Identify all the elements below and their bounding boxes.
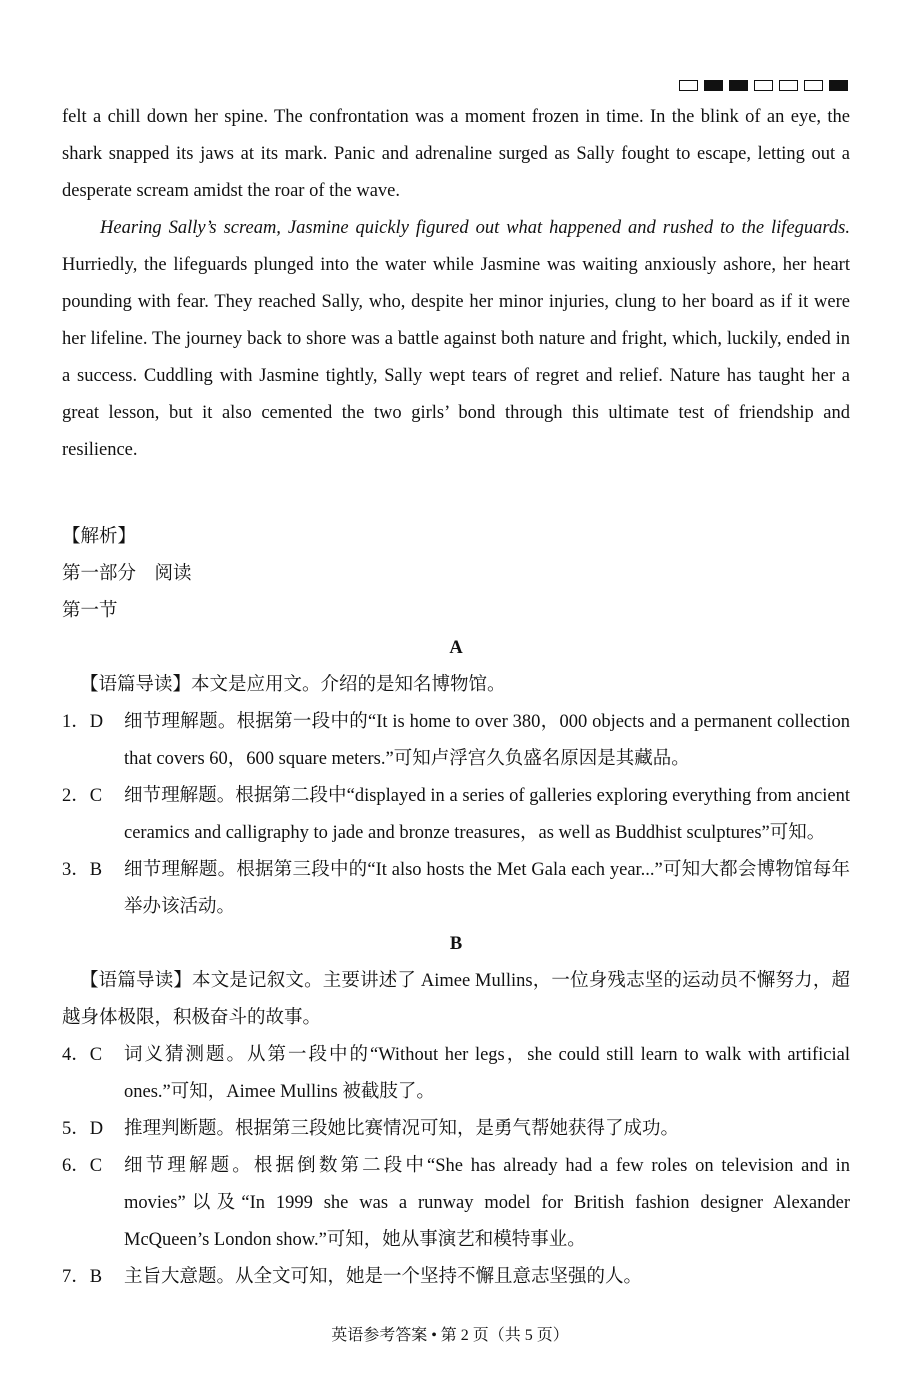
page-mark-6 bbox=[804, 80, 823, 91]
page-mark-4 bbox=[754, 80, 773, 91]
answer-text: 词义猜测题。从第一段中的“Without her legs，she could still learn to walk with artificial ones.”可知，Aimee Mullins 被截肢了。 bbox=[124, 1045, 850, 1102]
answer-text: 细节理解题。根据第一段中的“It is home to over 380，000 objects and a permanent collection that covers 60，600 square meters.”可知卢浮宫久负盛名原因是其藏品。 bbox=[124, 712, 850, 769]
page-footer: 英语参考答案 • 第 2 页（共 5 页） bbox=[331, 1327, 569, 1344]
section-b-label: B bbox=[449, 934, 463, 954]
answer-item bbox=[62, 1111, 850, 1148]
answer-item bbox=[62, 778, 850, 852]
answer-item bbox=[62, 1259, 850, 1296]
answer-text: 推理判断题。根据第三段她比赛情况可知，是勇气帮她获得了成功。 bbox=[124, 1119, 680, 1139]
answer-number: 3．B bbox=[62, 860, 103, 880]
answer-number: 6．C bbox=[62, 1156, 103, 1176]
answer-item bbox=[62, 704, 850, 778]
section-title: 第一节 bbox=[62, 601, 118, 621]
story-paragraph-1: felt a chill down her spine. The confrontation was a moment frozen in time. In the blink of an eye, the shark snapped its jaws at its mark. Panic and adrenaline surged as Sally fought to escape, letting out a desperate scream amidst the roar of the wave. bbox=[62, 107, 850, 201]
answer-text: 细节理解题。根据第二段中“displayed in a series of galleries exploring everything from ancient ceramics and calligraphy to jade and bronze treasures，as well as Buddhist sculptures”可知。 bbox=[124, 786, 850, 843]
page-mark-3 bbox=[729, 80, 748, 91]
answer-number: 2．C bbox=[62, 786, 103, 806]
page-mark-2 bbox=[704, 80, 723, 91]
answer-number: 5．D bbox=[62, 1119, 104, 1139]
story-paragraph-2-rest: Hurriedly, the lifeguards plunged into the water while Jasmine was waiting anxiously ashore, her heart pounding with fear. They reached Sally, who, despite her minor injuries, clung to her board as if it were her lifeline. The journey back to shore was a battle against both nature and fright, which, luckily, ended in a success. Cuddling with Jasmine tightly, Sally wept tears of regret and relief. Nature has taught her a great lesson, but it also cemented the two girls’ bond through this ultimate test of friendship and resilience. bbox=[62, 255, 850, 460]
story-paragraph-2-italic: Hearing Sally’s scream, Jasmine quickly figured out what happened and rushed to the lifeguards. bbox=[100, 218, 850, 238]
answer-text: 细节理解题。根据倒数第二段中“She has already had a few roles on television and in movies”以及“In 1999 she was a runway model for British fashion designer Alexander McQueen’s London show.”可知，她从事演艺和模特事业。 bbox=[124, 1156, 850, 1250]
story-paragraph-2 bbox=[62, 210, 850, 469]
page-mark-5 bbox=[779, 80, 798, 91]
page-content bbox=[62, 99, 850, 1296]
page-marks bbox=[679, 80, 848, 91]
section-b-guide: 【语篇导读】本文是记叙文。主要讲述了 Aimee Mullins，一位身残志坚的运动员不懈努力，超越身体极限，积极奋斗的故事。 bbox=[62, 971, 850, 1028]
page-mark-7 bbox=[829, 80, 848, 91]
part-title: 第一部分 阅读 bbox=[62, 564, 192, 584]
section-a-label: A bbox=[449, 638, 463, 658]
answer-text: 细节理解题。根据第三段中的“It also hosts the Met Gala each year...”可知大都会博物馆每年举办该活动。 bbox=[124, 860, 850, 917]
answer-item bbox=[62, 1037, 850, 1111]
answer-item bbox=[62, 1148, 850, 1259]
answer-number: 7．B bbox=[62, 1267, 103, 1287]
answer-item bbox=[62, 852, 850, 926]
answer-number: 1．D bbox=[62, 712, 104, 732]
answer-number: 4．C bbox=[62, 1045, 103, 1065]
section-a-guide: 【语篇导读】本文是应用文。介绍的是知名博物馆。 bbox=[80, 675, 506, 695]
answer-text: 主旨大意题。从全文可知，她是一个坚持不懈且意志坚强的人。 bbox=[124, 1267, 643, 1287]
analysis-title: 【解析】 bbox=[62, 527, 137, 547]
page-mark-1 bbox=[679, 80, 698, 91]
